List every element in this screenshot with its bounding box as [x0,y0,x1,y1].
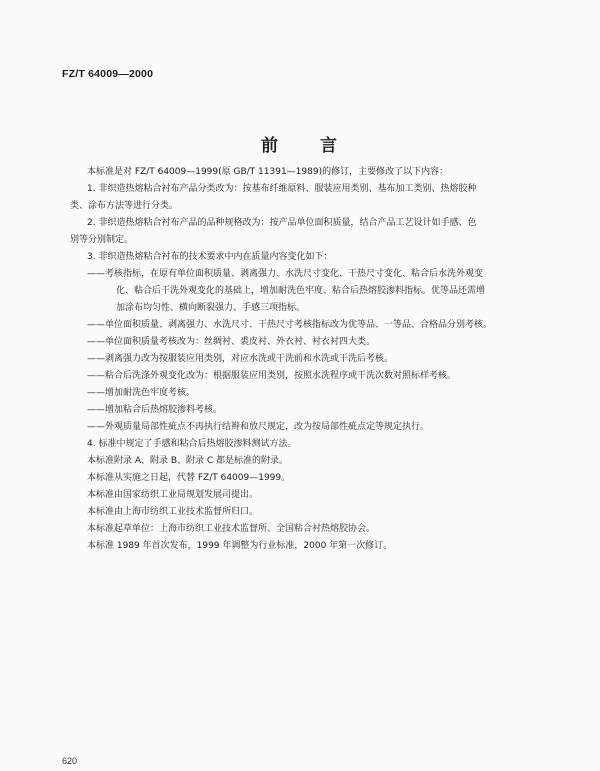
dash-item-1-line-3: 加涂布均匀性、横向断裂强力、手感三项指标。 [116,303,306,313]
item-3: 3. 非织造热熔粘合衬布的技术要求中内在质量内容变化如下： [87,252,333,262]
page-title [0,131,600,156]
item-1-line-1: 1. 非织造热熔粘合衬布产品分类改为：按基布纤维原料、服装应用类别、基布加工类别、热熔胶种 [87,184,477,194]
dash-item-4: ——剥离强力改为按服装应用类别，对应水洗或干洗前和水洗或干洗后考核。 [87,354,394,364]
paragraph-centralized-by: 本标准由上海市纺织工业技术监督所归口。 [87,507,259,517]
paragraph-proposed-by: 本标准由国家纺织工业局规划发展司提出。 [87,490,259,500]
item-2-line-1: 2. 非织造热熔粘合衬布产品的品种规格改为：按产品单位面积质量，结合产品工艺设计如手感、色 [87,218,477,228]
title-char-1: 前 [261,136,280,156]
dash-item-8: ——外观质量局部性疵点不再执行结辫和放尺规定，改为按局部性疵点定等规定执行。 [87,422,430,432]
dash-item-1-line-2: 化、粘合后干洗外观变化的基础上，增加耐洗色牢度、粘合后热熔胶渗料指标。优等品还需增 [116,286,486,296]
title-char-2: 言 [320,136,339,156]
item-2-line-2: 别等分别制定。 [70,235,134,245]
dash-item-7: ——增加粘合后热熔胶渗料考核。 [87,405,223,415]
standard-code: FZ/T 64009—2000 [62,68,154,80]
paragraph-appendix: 本标准附录 A、附录 B、附录 C 都是标准的附录。 [87,456,289,466]
dash-item-3: ——单位面积质量考核改为：丝绸衬、裘皮衬、外衣衬、衬衣衬四大类。 [87,337,376,347]
dash-item-6: ——增加耐洗色牢度考核。 [87,388,196,398]
dash-item-1-line-1: ——考核指标，在原有单位面积质量、剥离强力、水洗尺寸变化、干热尺寸变化、粘合后水洗外观变 [87,269,484,279]
dash-item-5: ——粘合后洗涤外观变化改为：根据服装应用类别，按照水洗程序或干洗次数对照标样考核。 [87,371,457,381]
page-number: 620 [62,756,78,766]
paragraph-drafted-by: 本标准起草单位：上海市纺织工业技术监督所、全国粘合衬热熔胶协会。 [87,524,376,534]
item-4: 4. 标准中规定了手感和粘合后热熔胶渗料测试方法。 [87,439,297,449]
item-1-line-2: 类、涂布方法等进行分类。 [70,201,179,211]
paragraph-history: 本标准 1989 年首次发布，1999 年调整为行业标准，2000 年第一次修订。 [87,541,393,551]
paragraph-replaces: 本标准从实施之日起，代替 FZ/T 64009—1999。 [87,473,291,483]
preface-body [70,164,542,555]
dash-item-2: ——单位面积质量、剥离强力、水洗尺寸、干热尺寸考核指标改为优等品、一等品、合格品分别考核。 [87,320,493,330]
paragraph-intro: 本标准是对 FZ/T 64009—1999(原 GB/T 11391—1989)的修订，主要修改了以下内容： [87,167,449,177]
